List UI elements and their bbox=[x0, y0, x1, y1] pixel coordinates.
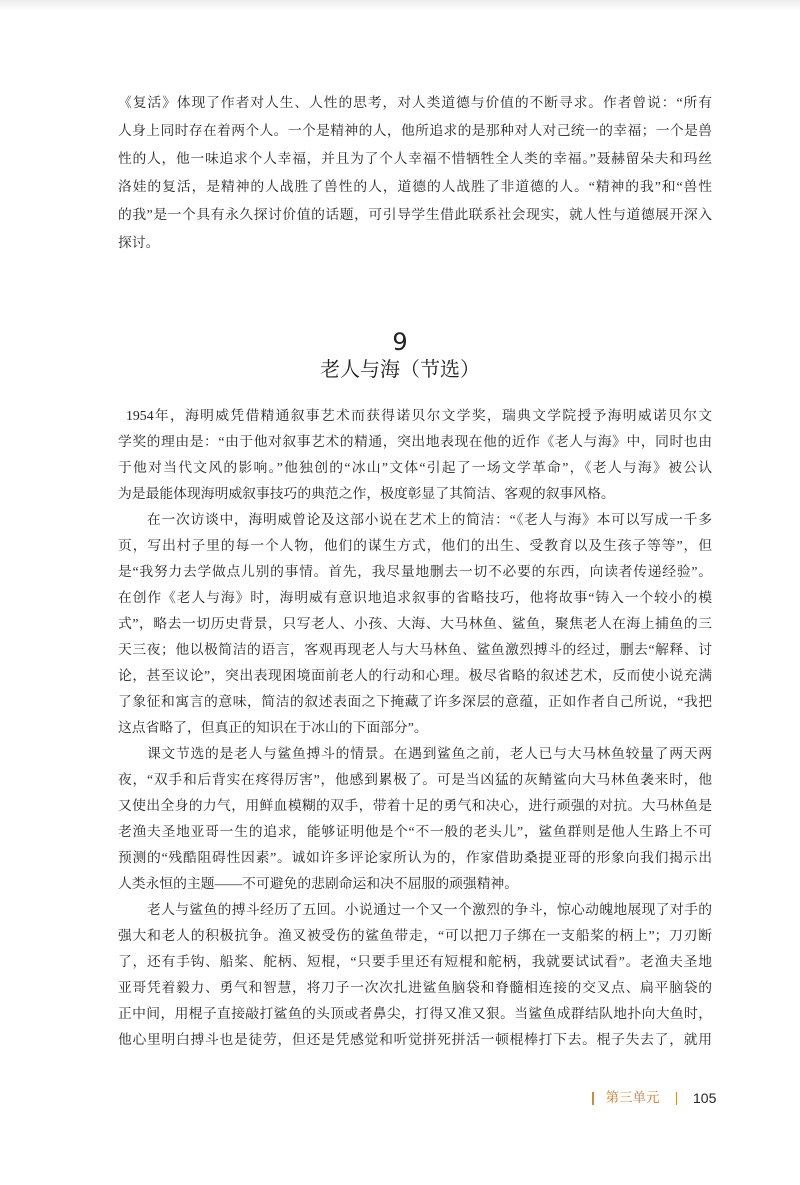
text-line: 《复活》体现了作者对人生、人性的思考，对人类道德与价值的不断寻求。作者曾说：“所有 bbox=[118, 95, 712, 110]
text-line: 人身上同时存在着两个人。一个是精神的人，他所追求的是那种对人对己统一的幸福；一个是兽 bbox=[118, 123, 712, 138]
paragraph bbox=[118, 741, 712, 897]
paragraph bbox=[118, 507, 712, 741]
text-line: 又使出全身的力气，用鲜血模糊的双手，带着十足的勇气和决心，进行顽强的对抗。大马林鱼是 bbox=[118, 798, 712, 813]
text-line: 老人与鲨鱼的搏斗经历了五回。小说通过一个又一个激烈的争斗，惊心动魄地展现了对手的 bbox=[147, 902, 712, 917]
text-line: 天三夜；他以极简洁的语言，客观再现老人与大马林鱼、鲨鱼激烈搏斗的经过，删去“解释、讨 bbox=[118, 642, 712, 657]
text-line: 强大和老人的积极抗争。渔叉被受伤的鲨鱼带走，“可以把刀子绑在一支船桨的柄上”；刀刃断 bbox=[118, 928, 712, 943]
continued-paragraph bbox=[118, 89, 712, 257]
lesson-number: 9 bbox=[392, 328, 408, 356]
text-line: 式”，略去一切历史背景，只写老人、小孩、大海、大马林鱼、鲨鱼，聚焦老人在海上捕鱼的三 bbox=[118, 616, 712, 631]
text-line: 正中间，用棍子直接敲打鲨鱼的头顶或者鼻尖，打得又准又狠。当鲨鱼成群结队地扑向大鱼时， bbox=[118, 1006, 712, 1021]
text-line: 夜，“双手和后背实在疼得厉害”，他感到累极了。可是当凶猛的灰鲭鲨向大马林鱼袭来时，他 bbox=[118, 772, 712, 787]
page-number: 105 bbox=[693, 1090, 717, 1106]
article-body bbox=[118, 403, 712, 1053]
text-line: 的我”是一个具有永久探讨价值的话题，可引导学生借此联系社会现实，就人性与道德展开深入 bbox=[118, 207, 712, 222]
lesson-title: 老人与海（节选） bbox=[320, 357, 480, 381]
text-line: 学奖的理由是：“由于他对叙事艺术的精通，突出地表现在他的近作《老人与海》中，同时也由 bbox=[118, 434, 712, 449]
text-line: 预测的“残酷阻碍性因素”。诚如许多评论家所认为的，作家借助桑提亚哥的形象向我们揭示出 bbox=[118, 850, 712, 865]
text-line: 论，甚至议论”，突出表现困境面前老人的行动和心理。极尽省略的叙述艺术，反而使小说充满 bbox=[118, 668, 712, 683]
paragraph bbox=[118, 403, 712, 507]
text-line: 性的人，他一味追求个人幸福，并且为了个人幸福不惜牺牲全人类的幸福。”聂赫留朵夫和玛丝 bbox=[118, 151, 712, 166]
text-line: 老渔夫圣地亚哥一生的追求，能够证明他是个“不一般的老头儿”，鲨鱼群则是他人生路上不可 bbox=[118, 824, 712, 839]
text-line: 为是最能体现海明威叙事技巧的典范之作，极度彰显了其简洁、客观的叙事风格。 bbox=[118, 486, 615, 501]
text-line: 于他对当代文风的影响。”他独创的“冰山”文体“引起了一场文学革命”，《老人与海》被公认 bbox=[118, 460, 712, 475]
text-line: 了，还有手钩、船桨、舵柄、短棍，“只要手里还有短棍和舵柄，我就要试试看”。老渔夫圣地 bbox=[118, 954, 712, 969]
text-line: 是“我努力去学做点儿别的事情。首先，我尽量地删去一切不必要的东西，向读者传递经验”。 bbox=[118, 564, 712, 579]
footer-separator bbox=[676, 1092, 678, 1105]
unit-label: 第三单元 bbox=[605, 1090, 660, 1105]
scan-top-edge bbox=[0, 0, 800, 10]
text-line: 探讨。 bbox=[118, 235, 160, 250]
page-footer bbox=[592, 1088, 716, 1108]
paragraph bbox=[118, 897, 712, 1053]
text-line: 亚哥凭着毅力、勇气和智慧，将刀子一次次扎进鲨鱼脑袋和脊髓相连接的交叉点、扁平脑袋的 bbox=[118, 980, 712, 995]
text-line: 课文节选的是老人与鲨鱼搏斗的情景。在遇到鲨鱼之前，老人已与大马林鱼较量了两天两 bbox=[147, 746, 712, 761]
footer-separator bbox=[592, 1092, 594, 1105]
text-line: 了象征和寓言的意味，简洁的叙述表面之下掩藏了许多深层的意蕴，正如作者自己所说，“我把 bbox=[118, 694, 712, 709]
text-line: 在创作《老人与海》时，海明威有意识地追求叙事的省略技巧，他将故事“铸入一个较小的模 bbox=[118, 590, 712, 605]
text-line: 在一次访谈中，海明威曾论及这部小说在艺术上的简洁：“《老人与海》本可以写成一千多 bbox=[147, 512, 712, 527]
text-line: 洛娃的复活，是精神的人战胜了兽性的人，道德的人战胜了非道德的人。“精神的我”和“兽性 bbox=[118, 179, 712, 194]
text-line: 人类永恒的主题——不可避免的悲剧命运和决不屈服的顽强精神。 bbox=[118, 876, 519, 891]
text-line: 1954年，海明威凭借精通叙事艺术而获得诺贝尔文学奖，瑞典文学院授予海明威诺贝尔文 bbox=[126, 408, 712, 423]
text-line: 他心里明白搏斗也是徒劳，但还是凭感觉和听觉拼死拼活一顿棍棒打下去。棍子失去了，就用 bbox=[118, 1032, 712, 1047]
text-line: 这点省略了，但真正的知识在于冰山的下面部分”。 bbox=[118, 720, 428, 735]
text-line: 页，写出村子里的每一个人物，他们的谋生方式，他们的出生、受教育以及生孩子等等”，但 bbox=[118, 538, 712, 553]
